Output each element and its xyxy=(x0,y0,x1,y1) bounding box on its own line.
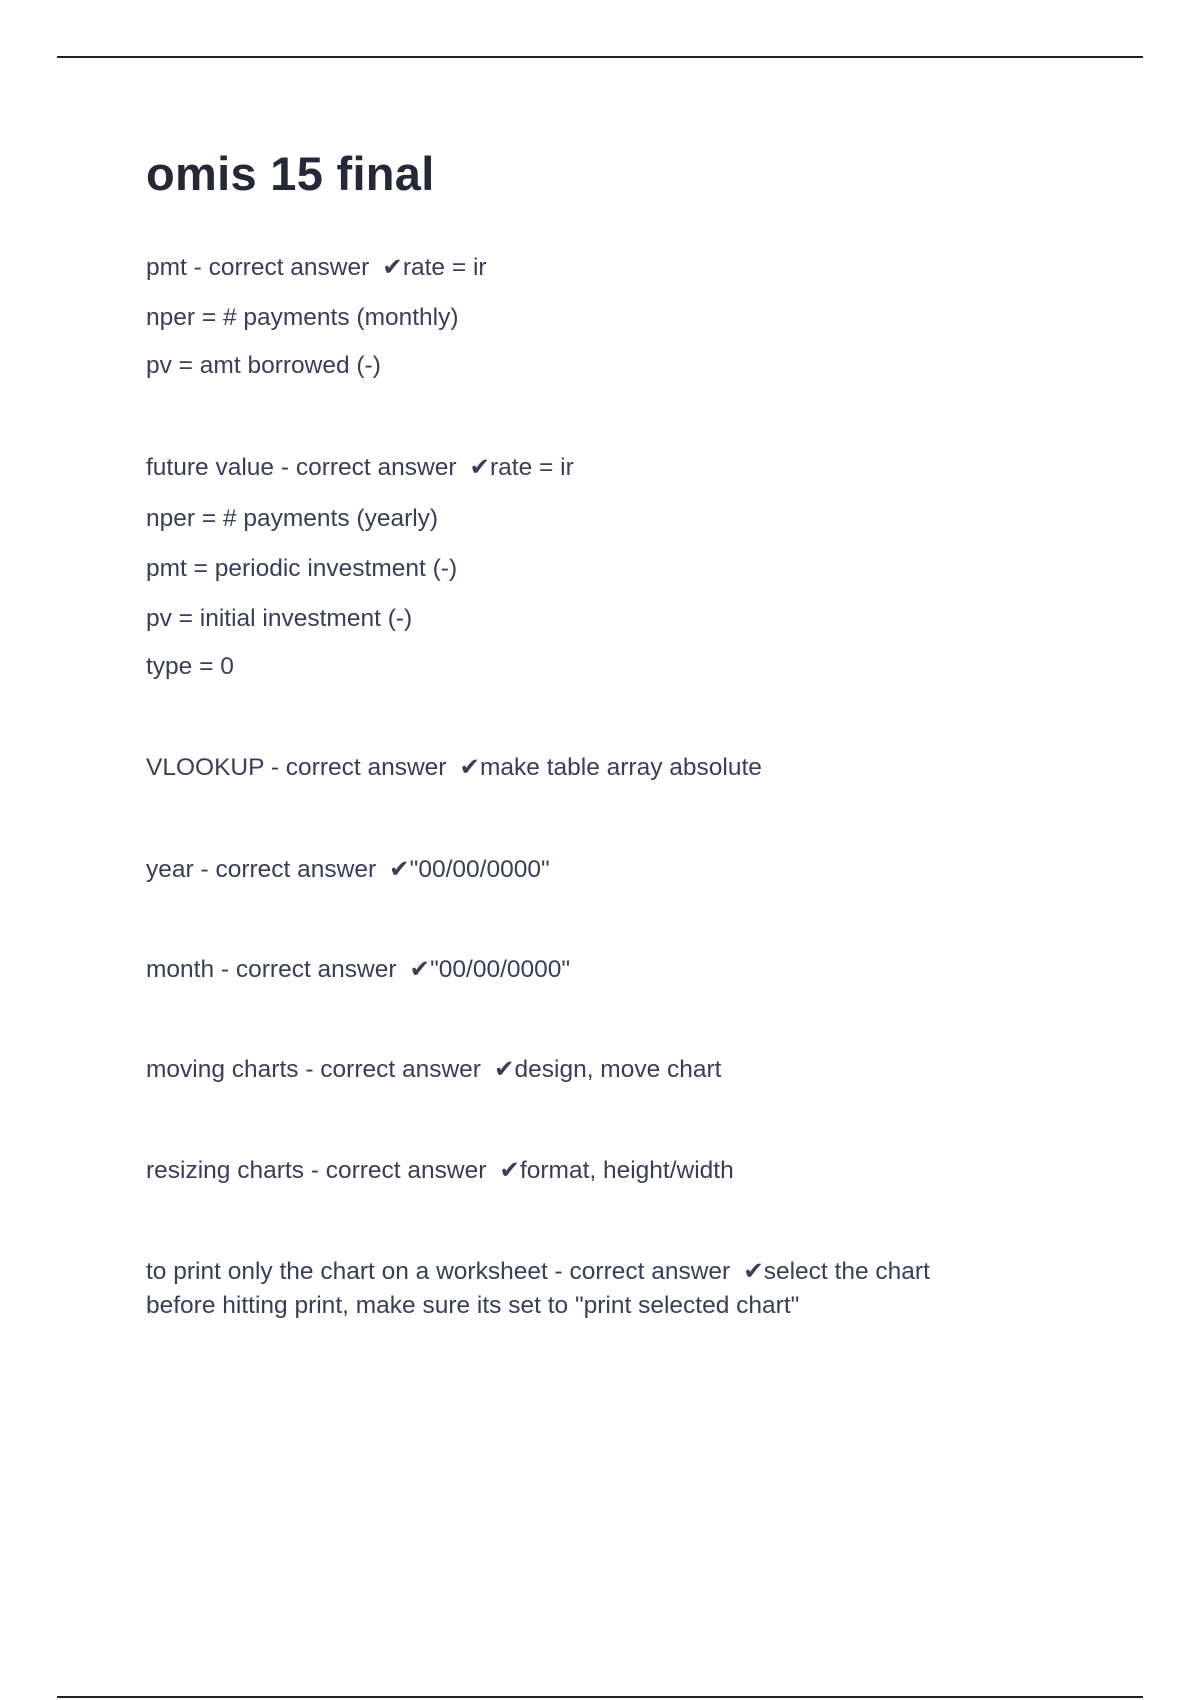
flashcard-pmt xyxy=(146,251,1076,383)
check-icon: ✔ xyxy=(469,454,491,481)
check-icon: ✔ xyxy=(382,254,403,281)
flashcard-year xyxy=(146,853,1076,887)
answer-line: design, move chart xyxy=(514,1056,722,1083)
card-question-line: year - correct answer ✔"00/00/0000" xyxy=(146,856,550,883)
card-question-line: VLOOKUP - correct answer ✔make table array absolute xyxy=(146,754,762,781)
card-term: to print only the chart on a worksheet xyxy=(146,1258,548,1285)
answer-line: pv = initial investment (-) xyxy=(146,605,413,632)
answer-line: pv = amt borrowed (-) xyxy=(146,352,381,379)
card-question-line: to print only the chart on a worksheet - correct answer ✔select the chart xyxy=(146,1258,930,1285)
answer-line: make table array absolute xyxy=(480,754,762,781)
answer-marker: correct answer xyxy=(320,1056,481,1083)
answer-marker: correct answer xyxy=(208,254,370,281)
card-term: future value xyxy=(146,454,275,481)
answer-marker: correct answer xyxy=(285,754,447,781)
card-term: month xyxy=(146,956,215,983)
answer-line: rate = ir xyxy=(402,254,487,281)
answer-line: type = 0 xyxy=(146,653,234,680)
flashcard-month xyxy=(146,953,1076,987)
flashcard-resizing-charts xyxy=(146,1154,1076,1188)
answer-continuation: before hitting print, make sure its set to "print selected chart" xyxy=(146,1292,800,1319)
document-header xyxy=(146,140,1076,208)
page-title: omis 15 final xyxy=(146,147,435,200)
flashcard-moving-charts xyxy=(146,1053,1076,1087)
answer-line: nper = # payments (yearly) xyxy=(146,505,439,532)
card-term: moving charts xyxy=(146,1056,299,1083)
answer-marker: correct answer xyxy=(569,1258,731,1285)
card-term: pmt xyxy=(146,254,187,281)
answer-line: "00/00/0000" xyxy=(409,856,550,883)
answer-line: format, height/width xyxy=(519,1157,734,1184)
answer-line: pmt = periodic investment (-) xyxy=(146,555,458,582)
answer-marker: correct answer xyxy=(295,454,457,481)
check-icon: ✔ xyxy=(459,754,480,781)
answer-line: "00/00/0000" xyxy=(430,956,571,983)
card-term: resizing charts xyxy=(146,1157,304,1184)
card-question-line: resizing charts - correct answer ✔format, height/width xyxy=(146,1157,734,1184)
card-question-line: month - correct answer ✔"00/00/0000" xyxy=(146,956,571,983)
check-icon: ✔ xyxy=(499,1157,520,1184)
bottom-rule xyxy=(57,1696,1143,1698)
card-question-line: pmt - correct answer ✔rate = ir xyxy=(146,254,487,281)
answer-line: nper = # payments (monthly) xyxy=(146,304,459,331)
check-icon: ✔ xyxy=(409,956,431,983)
check-icon: ✔ xyxy=(389,856,410,883)
top-rule xyxy=(57,56,1143,58)
card-term: VLOOKUP xyxy=(146,754,265,781)
flashcard-future-value xyxy=(146,451,1076,684)
card-question-line: future value - correct answer ✔rate = ir xyxy=(146,454,574,481)
check-icon: ✔ xyxy=(493,1056,515,1083)
answer-marker: correct answer xyxy=(325,1157,487,1184)
flashcard-vlookup xyxy=(146,751,1076,785)
answer-line: rate = ir xyxy=(490,454,574,481)
answer-marker: correct answer xyxy=(215,856,377,883)
card-term: year xyxy=(146,856,194,883)
answer-marker: correct answer xyxy=(235,956,397,983)
flashcard-print-chart xyxy=(146,1255,1076,1323)
check-icon: ✔ xyxy=(743,1258,764,1285)
card-question-line: moving charts - correct answer ✔design, move chart xyxy=(146,1056,722,1083)
answer-line: select the chart xyxy=(763,1258,930,1285)
